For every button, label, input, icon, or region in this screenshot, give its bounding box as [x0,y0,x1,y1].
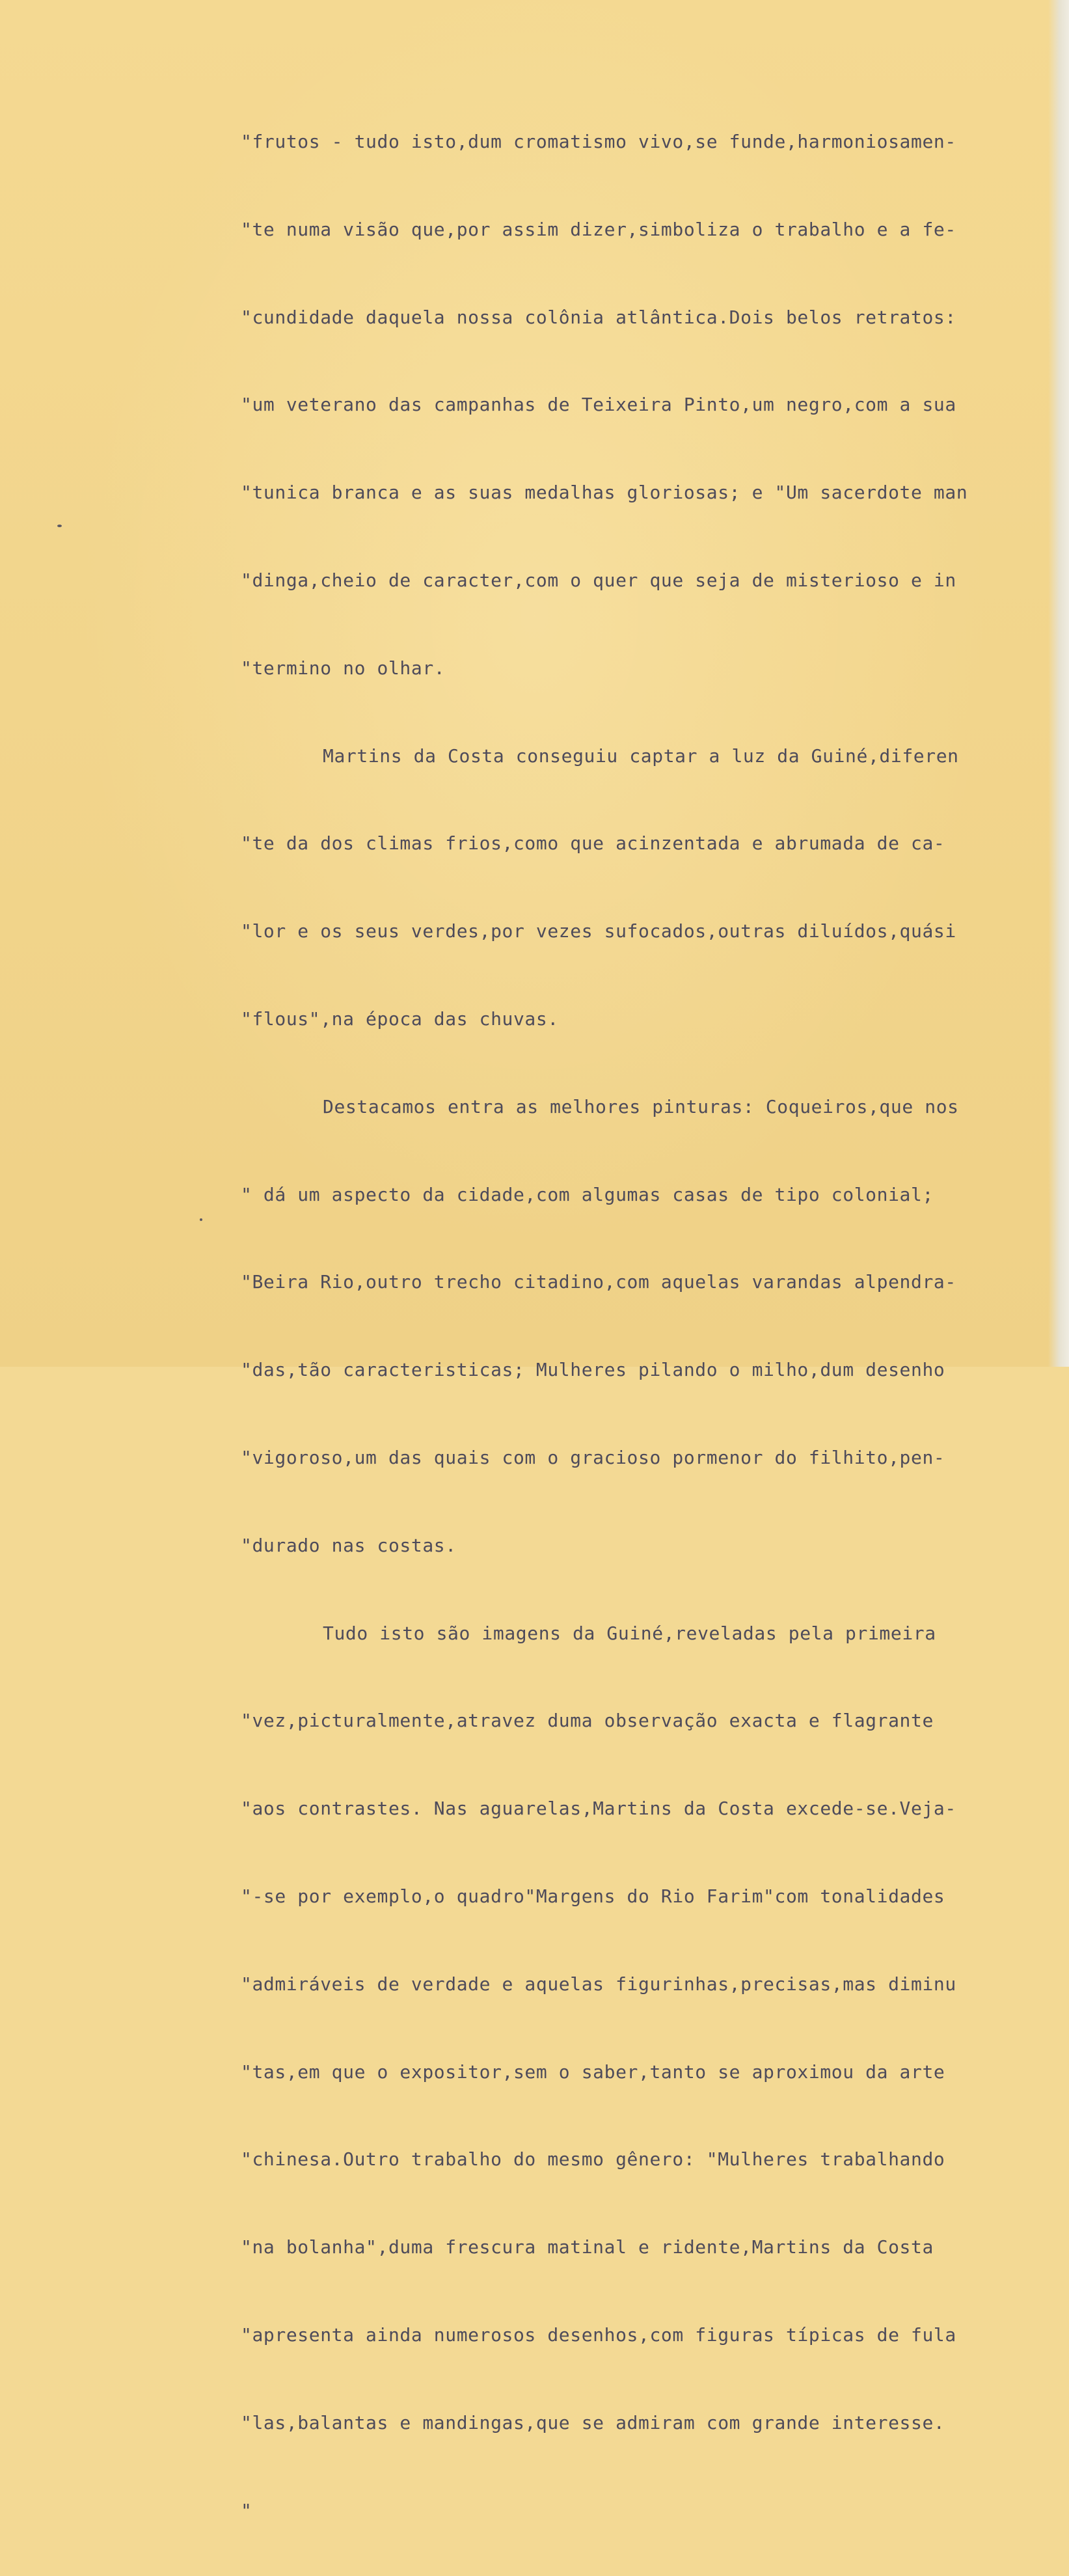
text-line: "apresenta ainda numerosos desenhos,com figuras típicas de fula [241,2323,956,2346]
ink-speck [57,525,62,527]
text-line: "tunica branca e as suas medalhas gloriosas; e "Um sacerdote man [241,482,968,504]
text-line: "dinga,cheio de caracter,com o quer que seja de misterioso e in [241,569,956,591]
text-line: "te da dos climas frios,como que acinzentada e abrumada de ca- [241,832,945,855]
typescript-body [241,77,1048,2576]
text-line: "cundidade daquela nossa colônia atlântica.Dois belos retratos: [241,306,956,328]
text-line: "aos contrastes. Nas aguarelas,Martins da Costa excede-se.Veja- [241,1798,956,1820]
paper-edge [1048,0,1069,1367]
text-line: "na bolanha",duma frescura matinal e ridente,Martins da Costa [241,2236,934,2258]
text-line: "vigoroso,um das quais com o gracioso pormenor do filhito,pen- [241,1446,945,1468]
text-line: "-se por exemplo,o quadro"Margens do Rio Farim"com tonalidades [241,1885,945,1907]
text-line: "termino no olhar. [241,657,446,679]
paragraph-start-line: Martins da Costa conseguiu captar a luz da Guiné,diferen [323,745,959,767]
text-line: "chinesa.Outro trabalho do mesmo gênero: "Mulheres trabalhando [241,2148,945,2171]
paragraph-start-line: Destacamos entra as melhores pinturas: Coqueiros,que nos [323,1095,959,1117]
paragraph-start-line: Tudo isto são imagens da Guiné,reveladas pela primeira [323,1622,936,1644]
text-line: "las,balantas e mandingas,que se admiram com grande interesse. [241,2411,945,2433]
text-line: "das,tão caracteristicas; Mulheres pilando o milho,dum desenho [241,1359,945,1381]
text-line: "admiráveis de verdade e aquelas figurinhas,precisas,mas diminu [241,1973,956,1995]
text-line: " dá um aspecto da cidade,com algumas casas de tipo colonial; [241,1183,934,1205]
text-line: "lor e os seus verdes,por vezes sufocados,outras diluídos,quási [241,920,956,942]
text-line: "um veterano das campanhas de Teixeira Pinto,um negro,com a sua [241,394,956,416]
text-line: "Beira Rio,outro trecho citadino,com aquelas varandas alpendra- [241,1271,956,1293]
text-line: "te numa visão que,por assim dizer,simboliza o trabalho e a fe- [241,218,956,240]
text-line: "flous",na época das chuvas. [241,1007,559,1030]
ink-speck [200,1218,202,1221]
text-line: "vez,picturalmente,atravez duma observação exacta e flagrante [241,1710,934,1732]
text-line: "tas,em que o expositor,sem o saber,tanto se aproximou da arte [241,2061,945,2083]
text-line: "frutos - tudo isto,dum cromatismo vivo,se funde,harmoniosamen- [241,131,956,152]
closing-quote-line: " [241,2499,252,2521]
text-line: "durado nas costas. [241,1534,457,1556]
